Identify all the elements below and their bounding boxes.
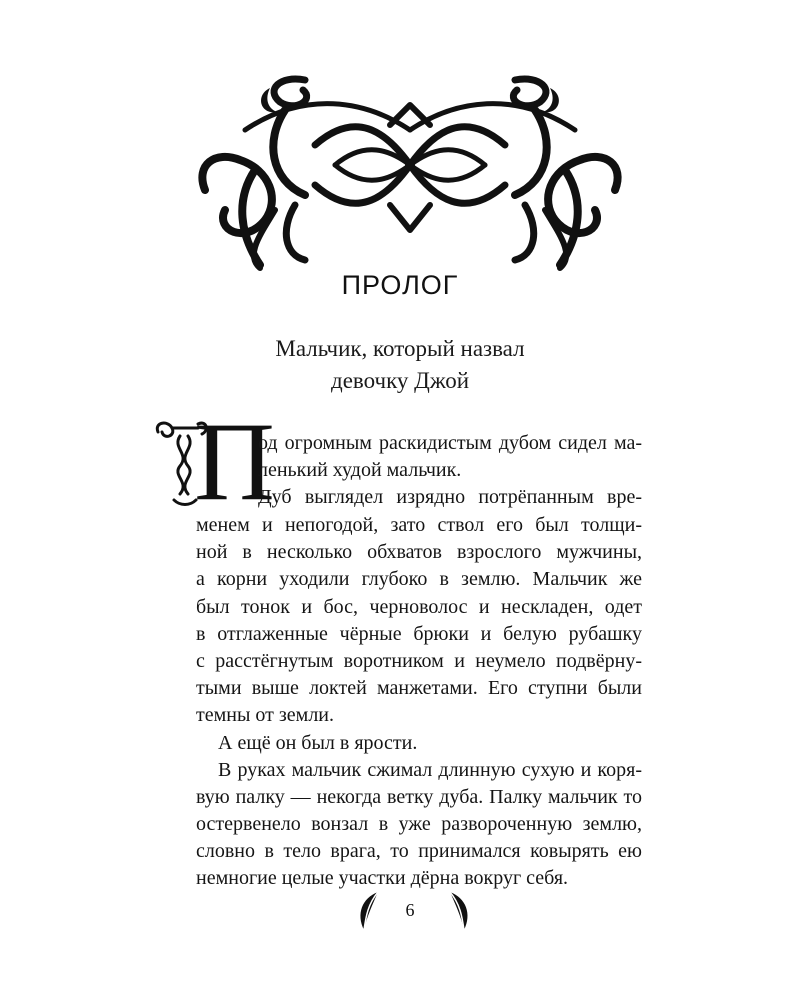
page-number: 6	[405, 900, 415, 920]
text-line: ной в несколько обхватов взрослого мужчины,	[196, 541, 642, 563]
text-line: тыми выше локтей манжетами. Его ступни были	[196, 677, 642, 699]
text-line: а корни уходили глубоко в землю. Мальчик же	[196, 568, 642, 590]
text-line: А ещё он был в ярости.	[218, 732, 418, 754]
text-line: немногие целые участки дёрна вокруг себя.	[196, 867, 569, 889]
text-line: с расстёгнутым воротником и неумело подвёрну-	[196, 650, 642, 672]
text-line: остервенело вонзал в уже развороченную землю,	[196, 813, 642, 835]
subtitle-line: девочку Джой	[331, 368, 469, 393]
text-line: од огромным раскидистым дубом сидел ма-	[258, 432, 642, 454]
text-line: менем и непогодой, зато ствол его был толщи-	[196, 514, 642, 536]
chapter-title: ПРОЛОГ	[341, 270, 459, 300]
dropcap-letter: П	[194, 400, 275, 524]
text-line: вую палку — некогда ветку дуба. Палку мальчик то	[196, 786, 642, 808]
text-line: в отглаженные чёрные брюки и белую рубашку	[196, 623, 642, 645]
text-line: был тонок и бос, черноволос и нескладен, одет	[196, 596, 642, 618]
text-line: В руках мальчик сжимал длинную сухую и коря-	[218, 759, 642, 781]
text-line: Дуб выглядел изрядно потрёпанным вре-	[258, 486, 642, 508]
text-line: темны от земли.	[196, 704, 335, 726]
celtic-knot-ornament-icon	[185, 70, 635, 275]
right-leaf-icon	[446, 890, 472, 932]
left-leaf-icon	[356, 890, 382, 932]
chapter-subtitle	[0, 333, 800, 397]
text-line: словно в тело врага, то принимался ковырять ею	[196, 840, 642, 862]
subtitle-line: Мальчик, который назвал	[275, 336, 525, 361]
text-line: ленький худой мальчик.	[258, 459, 462, 481]
